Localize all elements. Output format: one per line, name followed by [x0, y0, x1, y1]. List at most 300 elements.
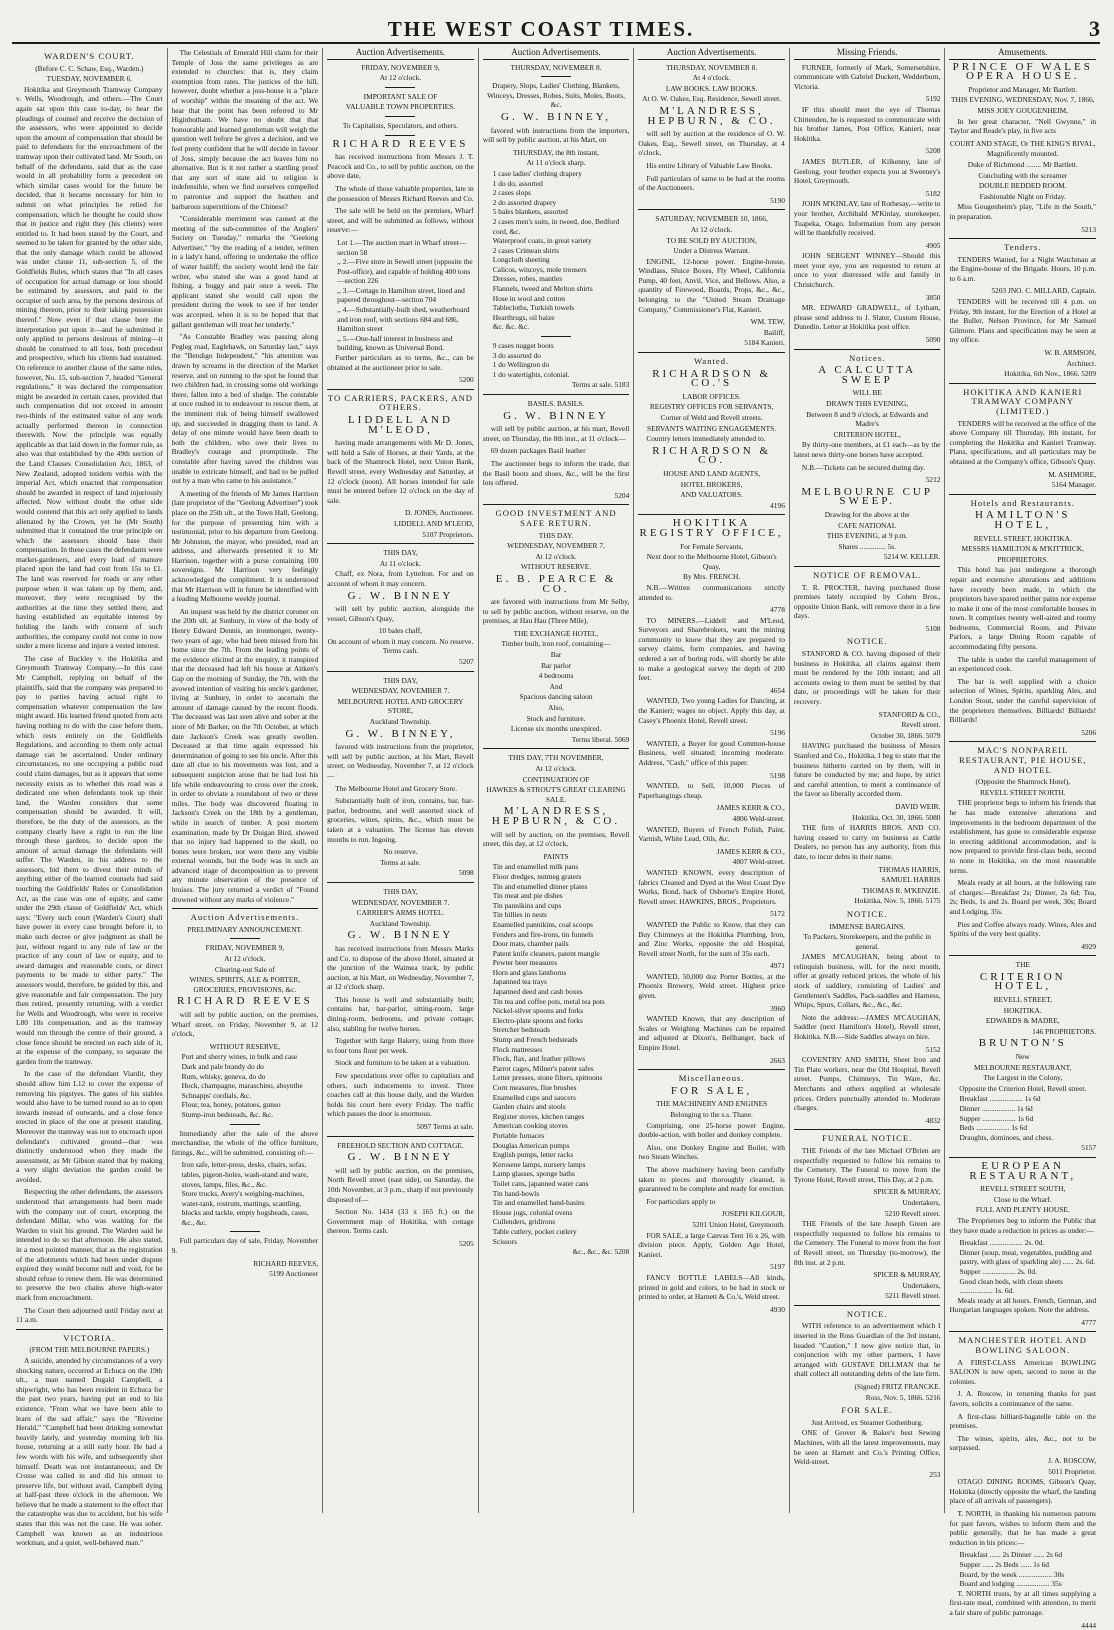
- text-block-line: To Packers, Storekeepers, and the public in general.: [794, 932, 941, 951]
- text-block-heading: Tenders.: [949, 243, 1096, 253]
- text-block-p: JOHN M'KINLAY, late of Rothesay,—write to your brother, Archibald M'Kinlay, storekeeper, Tuapeka, Otago. Information from any person will be thankfully received.: [794, 199, 941, 237]
- columns-container: [12, 48, 1100, 1513]
- text-block-ref: 5203 JNO. C. MILLARD, Captain.: [949, 286, 1096, 296]
- text-block-il: 1 do do, assorted: [483, 179, 630, 189]
- text-block-p: WANTED, 50,000 doz Porter Bottles, at the Phoenix Brewery, Weld street. Highest price given.: [638, 972, 785, 1001]
- text-block-ref: 5196: [638, 728, 785, 738]
- text-block-ref: JAMES KERR & CO.,: [638, 847, 785, 857]
- text-block-p: The Court then adjourned until Friday next at 11 a.m.: [16, 1306, 163, 1325]
- text-block-il: Japanned tea trays: [483, 977, 630, 987]
- text-block-ref: 4654: [638, 686, 785, 696]
- text-block-ref: 5210 Revell street.: [794, 1209, 941, 1219]
- text-block-line: At 12 o'clock.: [327, 73, 474, 83]
- text-block-p: TENDERS Wanted, for a Night Watchman at the Engine-house of the Brigade. Hours, 10 p.m. to 6 a.m.: [949, 255, 1096, 284]
- text-block-line: BASILS. BASILS.: [483, 399, 630, 409]
- text-block-p: JOHN SERGENT WINNEY—Should this meet your eye, you are requested to return at once to your distressed wife and family in Christchurch.: [794, 251, 941, 289]
- text-block-ref: 4807 Weld-street.: [638, 857, 785, 867]
- text-block-p: A FIRST-CLASS American BOWLING SALOON is now open, second to none in the colonies.: [949, 1358, 1096, 1387]
- text-block-il: Douglas American pumps: [483, 1141, 630, 1151]
- text-block-p: THE proprietor begs to inform his friends that he has made extensive alterations and improvements in the bedroom department of the establishment, has gone to considerable expense in erecting additional accommodation, and is now prepared to provide first-class beds, second to none in Hokitika, on the most reasonable terms.: [949, 798, 1096, 875]
- text-block-line: (Before C. C. Schaw, Esq., Warden.): [16, 64, 163, 74]
- newspaper-title: THE WEST COAST TIMES.: [12, 17, 1070, 42]
- text-block-il: Supper ...... 2s Beds ...... 1s 6d: [949, 1560, 1096, 1570]
- text-block-line: Clearing-out Sale of: [172, 965, 319, 975]
- text-block-line: DOUBLE BEDDED ROOM.: [949, 181, 1096, 191]
- text-block-p: favored with instructions from the proprietor, will sell by public auction, at his Mart, Revell street, on Wednesday, November 7, at 12 o'clock—: [327, 742, 474, 780]
- text-block-il: Beds .................. 1s 6d: [949, 1123, 1096, 1133]
- text-block-p: FOR SALE, a large Canvas Tent 16 x 26, with division piece. Apply, Golden Age Hotel, Kanieri.: [638, 1231, 785, 1260]
- text-block-ref: Undertakers,: [794, 1198, 941, 1208]
- text-block-line: FRIDAY, NOVEMBER 9,: [172, 943, 319, 953]
- text-block-p: THE Friends of the late Michael O'Brien are respectfully requested to follow his remains to the Cemetery. The Funeral to move from the Tyrone Hotel, Revell street, This Day, at 2 p.m.: [794, 1146, 941, 1184]
- text-block-ref: SPICER & MURRAY,: [794, 1187, 941, 1197]
- text-block-il: Iron safe, letter-press, desks, chairs, sofas, tables, pigeon-holes, wash-stand and ware, stoves, lamps, files, &c., &c.: [172, 1160, 319, 1189]
- text-block-il: Tin hand-bowls: [483, 1189, 630, 1199]
- text-block-p: T. NORTH, in thanking his numerous patrons for past favors, wishes to inform them and the public generally, that he has made a great reduction in his prices:—: [949, 1509, 1096, 1547]
- text-block-p: favored with instructions from the importers, will sell by public auction, at his Mart, on: [483, 126, 630, 145]
- text-block-line: THE: [949, 960, 1096, 970]
- text-block-ref: SPICER & MURRAY,: [794, 1270, 941, 1280]
- text-block-line: DRAWN THIS EVENING,: [794, 399, 941, 409]
- text-block-line: LABOR OFFICES.: [638, 392, 785, 402]
- text-block-ref: STANFORD & CO.,: [794, 710, 941, 720]
- text-block-ref: Hokitika, Oct. 30, 1866. 5080: [794, 813, 941, 823]
- text-block-line: For Female Servants,: [638, 542, 785, 552]
- column-heading: Amusements.: [949, 48, 1096, 60]
- text-block-p: having made arrangements with Mr D. Jones, will hold a Sale of Horses, at their Yards, at the back of the Shamrock Hotel, next Union Bank, Revell street, every Wednesday and Saturday, at 12 o'clock (noon). All horses intended for sale must be entered before 12 o'clock on the day of sale.: [327, 438, 474, 505]
- text-block-ref: 4777: [949, 1318, 1096, 1328]
- text-block-line: PAINTS: [483, 852, 630, 862]
- text-block-p: FANCY BOTTLE LABELS—All kinds, printed in gold and colors, to be had in stock or printed to order, at Harnett & Co.'s, Weld street.: [638, 1273, 785, 1302]
- text-block-il: Tin pannikins and cups: [483, 901, 630, 911]
- text-block-p: has received instructions from Messrs J. T. Peacock and Co., to sell by public auction, on the above date,: [327, 152, 474, 181]
- short-divider: [230, 938, 260, 939]
- text-block-heading: HOKITIKA AND KANIERI TRAMWAY COMPANY (LIMITED.): [949, 388, 1096, 417]
- text-block-ref: JAMES KERR & CO.,: [638, 803, 785, 813]
- text-block-p: Pies and Coffee always ready. Wines, Ales and Spirits of the very best quality.: [949, 920, 1096, 939]
- text-block-p: This house is well and substantially built; contains bar, bar-parlor, sitting-room, large dining-room, bedrooms, and private cottage; also, stabling for twelve horses.: [327, 995, 474, 1033]
- column-rule: [172, 908, 319, 909]
- text-block-big: E. B. PEARCE & CO.: [483, 575, 630, 594]
- text-block-p: Miss Gougenheim's play, "Life in the South," in preparation.: [949, 202, 1096, 221]
- text-block-line: Opposite the Criterion Hotel, Revell street.: [949, 1084, 1096, 1094]
- text-block-ref: THOMAS HARRIS,: [794, 865, 941, 875]
- text-block-p: Few speculations ever offer to capitalists and others, such inducements to invest. Three coaches call at this house daily, and the Warden holds his court here every Friday. The traffic which passes the door is enormous.: [327, 1071, 474, 1119]
- column-rule: [327, 882, 474, 883]
- text-block-il: Japanned deed and cash boxes: [483, 987, 630, 997]
- column-rule: [638, 209, 785, 210]
- text-block-p: Note the address:—JAMES M'CAUGHAN, Saddler (next Hamilton's Hotel), Revell street, Hokitika. N.B.—Side Saddles always on hire.: [794, 1013, 941, 1042]
- text-block-line: THIS DAY,: [327, 887, 474, 897]
- text-block-line: FULL AND PLENTY HOUSE.: [949, 1205, 1096, 1215]
- text-block-ref: 5214 W. KELLER.: [794, 552, 941, 562]
- text-block-line: Concluding with the screamer: [949, 171, 1096, 181]
- text-block-ref: THOMAS R. M'KENZIE.: [794, 886, 941, 896]
- text-block-ref: 5184 Kanieri.: [638, 338, 785, 348]
- text-block-line: At 12 o'clock.: [483, 552, 630, 562]
- text-block-ref: Architect.: [949, 359, 1096, 369]
- text-block-p: For particulars apply to: [638, 1197, 785, 1207]
- text-block-p: WANTED the Public to Know, that they can Buy Chimneys at the Hokitika Plumbing, Iron, and Zinc Works, opposite the old Hospital, Revell street North, for the sum of 35s each.: [638, 920, 785, 958]
- text-block-line: Timber built, iron roof, containing—: [483, 639, 630, 649]
- text-block-line: MISS JOEY GOUGENHEIM,: [949, 106, 1096, 116]
- text-block-heading: MANCHESTER HOTEL AND BOWLING SALOON.: [949, 1336, 1096, 1355]
- text-block-il: Store trucks, Avery's weighing-machines, water-tank, rostrum, mattings, scantling, blocks and tackle, empty hogsheads, cases, &c., &c.: [172, 1189, 319, 1227]
- text-block-p: This hotel has just undergone a thorough repair and extensive alterations and additions have recently been made, in which the proprietors have spared neither pains nor expense to make it one of the most comfortable houses in town. It comprises twenty well-aired and roomy bedrooms, Commercial Room, and Private Parlors, a large Dining Room capable of accommodating fifty persons.: [949, 565, 1096, 651]
- text-block-p: T. R. PROCTER, having purchased those premises lately occupied by Cohen Bros., opposite Union Bank, will remove there in a few days.: [794, 583, 941, 621]
- text-block-il: Parrot cages, Milner's patent safes: [483, 1064, 630, 1074]
- text-block-il: Tin and enamelled dinner plates: [483, 882, 630, 892]
- text-block-ref: 5212: [794, 475, 941, 485]
- column-rule: [949, 741, 1096, 742]
- text-block-big: M'LANDRESS, HEPBURN, & CO.: [483, 807, 630, 826]
- text-block-line: Magnificently mounted.: [949, 149, 1096, 159]
- text-block-line: THIS DAY,: [327, 676, 474, 686]
- column-heading: Missing Friends.: [794, 48, 941, 60]
- text-block-p: STANFORD & CO. having disposed of their business in Hokitika, all claims against them must be rendered by the 10th instant; and all accounts owing to them must be settled by that date, or proceedings will be taken for their recovery.: [794, 649, 941, 707]
- text-block-line: COURT AND STAGE, Or THE KING'S RIVAL,: [949, 139, 1096, 149]
- text-block-il: Breakfast .................. 2s. 0d.: [949, 1238, 1096, 1248]
- text-block-ref: J. A. ROSCOW,: [949, 1456, 1096, 1466]
- text-block-il: 9 cases nugget boots: [483, 341, 630, 351]
- text-block-il: Tin tea and coffee pots, metal tea pots: [483, 997, 630, 1007]
- text-block-il: 1 case ladies' clothing drapery: [483, 169, 630, 179]
- text-block-line: Auckland Township.: [327, 717, 474, 727]
- text-block-p: WANTED KNOWN, every description of fabrics Cleaned and Dyed at the West Coast Dye Works, Bond, back of Osborne's Empire Hotel, Revell street. HAWKINS, BROS., Proprietors.: [638, 868, 785, 906]
- text-block-line: At 12 o'clock.: [638, 225, 785, 235]
- text-block-ref: 4444: [949, 1621, 1096, 1630]
- text-block-big: G. W. BINNEY: [327, 931, 474, 941]
- text-block-line: THIS EVENING, at 9 p.m.: [794, 531, 941, 541]
- text-block-il: Enamelled pannikins, coal scoops: [483, 920, 630, 930]
- text-block-line: By Mrs. FRENCH.: [638, 572, 785, 582]
- text-block-line: At 11 o'clock.: [327, 559, 474, 569]
- column-rule: [949, 1157, 1096, 1158]
- text-block-p: WANTED, a Buyer for good Common-house Business, well situated; incoming moderate. Address, "Cash," office of this paper.: [638, 739, 785, 768]
- text-block-p: The Proprietors beg to inform the Public that they have made a reduction in prices as under:—: [949, 1216, 1096, 1235]
- text-block-big: G. W. BINNEY: [327, 592, 474, 602]
- text-block-line: FREEHOLD SECTION AND COTTAGE.: [327, 1141, 474, 1151]
- text-block-p: T. NORTH trusts, by at all times supplying a first-rate meal, combined with attention, to merit a fair share of public patronage.: [949, 1589, 1096, 1618]
- text-block-big: A CALCUTTA SWEEP: [794, 366, 941, 385]
- text-block-il: Toilet cans, japanned water cans: [483, 1179, 630, 1189]
- text-block-big: HAMILTON'S HOTEL,: [949, 511, 1096, 530]
- text-block-line: Drapery, Slops, Ladies' Clothing, Blankets, Winceys, Dresses, Robes, Suits, Moles, Boots, &c.: [483, 81, 630, 110]
- text-block-p: will sell by auction, on the premises, Revell street, this day, at 12 o'clock,: [483, 830, 630, 849]
- text-block-line: HOTEL BROKERS,: [638, 480, 785, 490]
- column-rule: [949, 238, 1096, 239]
- text-block-p: The table is under the careful management of an experienced cook.: [949, 655, 1096, 674]
- column-4: [479, 48, 635, 1513]
- text-block-p: WANTED, to Sell, 10,000 Pieces of Paperhangings cheap.: [638, 781, 785, 800]
- text-block-line: LAW BOOKS. LAW BOOKS.: [638, 84, 785, 94]
- text-block-il: Door mats, chamber pails: [483, 939, 630, 949]
- text-block-ref: RICHARD REEVES,: [172, 1259, 319, 1269]
- text-block-line: WEDNESDAY, NOVEMBER 7,: [483, 541, 630, 551]
- column-2: [168, 48, 324, 1513]
- text-block-il: ,, 4.—Substantially-built shed, weatherboard and iron roof, with sections 684 and 686, Hamilton street: [327, 305, 474, 334]
- text-block-ref: 5211 Revell street.: [794, 1291, 941, 1301]
- text-block-il: Pewter beer measures: [483, 958, 630, 968]
- text-block-il: Scissors: [483, 1237, 630, 1247]
- text-block-ref: 4832: [794, 1116, 941, 1126]
- short-divider: [230, 1231, 260, 1232]
- text-block-ref: 4806 Weld-street.: [638, 814, 785, 824]
- text-block-heading: GOOD INVESTMENT AND SAFE RETURN.: [483, 509, 630, 528]
- text-block-il: Floor dredges, nutmeg graters: [483, 872, 630, 882]
- column-rule: [327, 671, 474, 672]
- text-block-p: "Considerable merriment was caused at the meeting of the sub-committee of the Anglers' Society on Tuesday," remarks the "Geelong Advertiser," "by the reading of a tender, written in a lady's hand, offering to undertake the office of water bailiff; the society would lend the fair writer, who stated she was a good hand at fishing, a buggy and pair once a week. The applicant stated she would call upon the president during the week to see if her tender was accepted, when it is to be hoped that that gallant gentleman will treat her tenderly.": [172, 214, 319, 329]
- short-divider: [385, 135, 415, 136]
- text-block-ref: 4930: [638, 1305, 785, 1315]
- text-block-big: HOKITIKA REGISTRY OFFICE,: [638, 519, 785, 538]
- text-block-ref: 3850: [794, 293, 941, 303]
- text-block-p: The Melbourne Hotel and Grocery Store.: [327, 784, 474, 794]
- text-block-heading: FOR SALE.: [794, 1406, 941, 1416]
- text-block-line: Spacious dancing saloon: [483, 692, 630, 702]
- text-block-line: THURSDAY, the 8th instant,: [483, 148, 630, 158]
- text-block-ref: Undertakers,: [794, 1281, 941, 1291]
- text-block-il: Cullenders, gridirons: [483, 1217, 630, 1227]
- text-block-il: Tin and enamelled milk pans: [483, 862, 630, 872]
- text-block-ref: WM. TEW,: [638, 317, 785, 327]
- text-block-line: HOKITIKA.: [949, 1006, 1096, 1016]
- text-block-il: Dark and pale brandy do do: [172, 1062, 319, 1072]
- text-block-line: Close to the Wharf.: [949, 1195, 1096, 1205]
- short-divider: [385, 87, 415, 88]
- text-block-line: THIS DAY, 7TH NOVEMBER,: [483, 753, 630, 763]
- text-block-line: FRIDAY, NOVEMBER 9,: [327, 63, 474, 73]
- text-block-ref: SAMUEL HARRIS: [794, 875, 941, 885]
- text-block-line: SATURDAY, NOVEMBER 10, 1866,: [638, 214, 785, 224]
- text-block-ref: 5206: [949, 728, 1096, 738]
- text-block-heading: Miscellaneous.: [638, 1074, 785, 1084]
- text-block-ref: Revell street.: [794, 720, 941, 730]
- text-block-line: REVELL STREET,: [949, 995, 1096, 1005]
- text-block-heading: Hotels and Restaurants.: [949, 499, 1096, 509]
- column-rule: [794, 349, 941, 350]
- text-block-big: RICHARD REEVES: [327, 140, 474, 150]
- text-block-big: FOR SALE,: [638, 1087, 785, 1097]
- masthead: [12, 6, 1100, 44]
- text-block-il: Tin billies in nests: [483, 910, 630, 920]
- text-block-p: N.B.—Written communications strictly attended to.: [638, 583, 785, 602]
- text-block-p: Full particulars of same to be had at the rooms of the Auctioneers.: [638, 174, 785, 193]
- text-block-p: Hokitika and Greymouth Tramway Company v. Wells, Woodrough, and others.—The Court again sat upon this case to-day, to hear the pleadings of counsel and receive the decision of the assessors, who were appointed to decide upon the amount of compensation that should be paid to defendants for the encroachment of the tramway upon their cultivated land. Mr South, on behalf of the defendants, said that as the case would in all probability form a precedent on which similar cases would for the future be decided, that it became necessary for him to submit on what principles he relied for compensation, which he thought he could show that in justice and right they (his clients) were entitled to. It had been stated by the Court, and seemed to be taken for granted by the other side, that the only damage which could be allowed was under clause 11, sub-section 5, of the Goldfields Rules, which states that "In all cases of occupation for actual damage or loss should be estimated by assessors, and paid to the occupier of such area, by the persons desirous of mining thereon, prior to their taking possession thereof." Now even if that clause bore the interpretation put upon it—and he submitted it only applied to persons desirous of mining—it should be construed to all loss, both precedent and prospective, which his clients had sustained. On reference to another clause of the same rules, however, No. 15, sub-section 7, headed "General regulations," it was declared the compensation might be awarded in certain cases, provided that such compensation did not exceed in amount two-thirds of the estimated value of any work actually performed thereon in connection therewith. Now the principle was equally applicable as that laid down in the former rule, as also was that established by the 49th section of the Land Clauses Consolidation Act, 1863, of New Zealand, adopted totidem verbis with the imperial Act, which enacted that compensation should be awarded in respect of land injuriously affected. Now without doubt the other side would contend that this act only applied to lands alienated by the Crown, yet he (Mr South) submitted that it contained the true principle on which the assessors should base their compensation. In these cases the defendants were market-gardeners, and every load of manure placed upon the land had cost from 15s to £1. The land was reserved for roads or any other purpose when it was taken up by them, and, moreover, they were recognised by the authorities at the time they settled there, and having established an equitable interest by holding the lands with consent of such authorities, the company could not come in now under a mere license and injure a vested interest.: [16, 85, 163, 651]
- text-block-p: ONE of Grover & Baker's best Sewing Machines, with all the latest improvements, may be seen at Harnett and Co.'s Printing Office, Weld-street.: [794, 1428, 941, 1466]
- text-block-il: Letter presses, stone filters, spittoons: [483, 1073, 630, 1083]
- text-block-p: Chaff, ex Nora, from Lyttelton. For and on account of whom it may concern.: [327, 569, 474, 588]
- text-block-ref: JOSEPH KILGOUR,: [638, 1209, 785, 1219]
- text-block-p: are favored with instructions from Mr Selby, to sell by public auction, without reserve, on the premises, at Hau Hau (Three Mile),: [483, 597, 630, 626]
- text-block-big: G. W. BINNEY,: [327, 730, 474, 740]
- text-block-p: WITH reference to an advertisement which I inserted in the Ross Guardian of the 3rd instant, headed "Caution," I now give notice that, in conjunction with my other partners, I have arranged with GUSTAVE DILLMAN that he shall collect all outstanding debts of the late firm.: [794, 1321, 941, 1379]
- text-block-line: REVELL STREET SOUTH,: [949, 1184, 1096, 1194]
- text-block-line: Under a Distress Warrant.: [638, 246, 785, 256]
- text-block-il: Stretcher bedsteads: [483, 1025, 630, 1035]
- text-block-ref: 5205: [327, 1239, 474, 1249]
- column-heading: Auction Advertisements.: [327, 48, 474, 60]
- text-block-p: FURNER, formerly of Mark, Somersetshire, communicate with Gabriel Duckett, Wedderburn, Victoria.: [794, 63, 941, 92]
- text-block-line: To Capitalists, Speculators, and others.: [327, 121, 474, 131]
- text-block-il: Portable furnaces: [483, 1131, 630, 1141]
- text-block-p: 69 dozen packages Basil leather: [483, 446, 630, 456]
- text-block-p: An inquest was held by the district coroner on the 20th ult. at Sunbury, in view of the body of Henry Edward Dennis, an ironmonger, twenty-two years of age, who had been missed from his home since the 7th. From the leading points of the evidence elicited at the enquiry, it transpired that the deceased had left his house at Aitken's Gap on the morning of Sunday, the 7th, with the avowed intention of visiting his uncle's gardener, living at Sunbury, in order to ascertain the amount of damage caused by the recent floods. The deceased was last seen alive and sober at the store of Mr Barker, on the 7th October, at which date Jackson's Creek was greatly swollen. Deceased at that time again expressed his determination of going to see his uncle. After this date all clue to his movements was lost, and a subsequent suspicion arose that he had lost his life while endeavouring to cross over the creek, in order to obviate a roundabout of two or three miles. The body was discovered floating in Jackson's Creek on the 18th by a gentleman, while in search of timber. A post mortem examination, made by Dr Duigan Bird, showed that no injury had happened to the skull, no bones were broken, nor were there any visible external wounds, but the body was in such an advanced stage of decomposition as to prevent any minute observation of the presence of bruises. The jury returned a verdict of "Found drowned without any marks of violence.": [172, 607, 319, 904]
- column-heading: Auction Advertisements.: [483, 48, 630, 60]
- text-block-line: At 12 o'clock.: [172, 954, 319, 964]
- text-block-line: MELBOURNE HOTEL AND GROCERY STORE,: [327, 697, 474, 716]
- text-block-ref: Hokitika, Nov. 5, 1866. 5175: [794, 896, 941, 906]
- text-block-line: TUESDAY, NOVEMBER 6.: [16, 74, 163, 84]
- text-block-p: TO MINERS.—Liddell and M'Leod, Surveyors and Sharebrokers, want the mining community to know that they are prepared to survey claims, form companies, and having ordered a set of boring rods, will shortly be able to make a geological survey the depth of 200 feet.: [638, 616, 785, 683]
- text-block-line: Between 8 and 9 o'clock, at Edwards and Madre's: [794, 410, 941, 429]
- text-block-p: The sale will be held on the premises, Wharf street, and will be submitted as follows, without reserve:—: [327, 206, 474, 235]
- short-divider: [541, 336, 571, 337]
- text-block-ref: 5197: [638, 1262, 785, 1272]
- text-block-ref: 146 PROPRIETORS.: [949, 1027, 1096, 1037]
- text-block-line: CRITERION HOTEL,: [794, 430, 941, 440]
- text-block-line: Corner of Weld and Revell streets.: [638, 413, 785, 423]
- text-block-ref: October 30, 1866. 5079: [794, 731, 941, 741]
- text-block-p: A first-class billiard-bagatelle table on the premises.: [949, 1412, 1096, 1431]
- text-block-il: Dinner (soup, meat, vegetables, pudding and pastry, with glass of sparkling ale) ...... 2s. 6d.: [949, 1248, 1096, 1267]
- short-divider: [541, 76, 571, 77]
- column-heading: Auction Advertisements.: [638, 48, 785, 60]
- text-block-line: Bar parlor: [483, 661, 630, 671]
- text-block-line: Auckland Township.: [327, 919, 474, 929]
- text-block-p: COVENTRY AND SMITH, Sheet Iron and Tin Plate workers, near the Old Hospital, Revell street. Pumps, Chimneys, Tin Ware, &c. Merchants and others supplied at wholesale prices. Orders punctually attended to. Moderate charges.: [794, 1055, 941, 1113]
- text-block-il: Corn measures, flue brushes: [483, 1083, 630, 1093]
- text-block-p: The wines, spirits, ales, &c., not to be surpassed.: [949, 1434, 1096, 1453]
- text-block-il: Flock mattresses: [483, 1045, 630, 1055]
- text-block-p: J. A. Roscow, in returning thanks for past favors, solicits a continuance of the same.: [949, 1389, 1096, 1408]
- text-block-ref: D. JONES, Auctioneer.: [327, 508, 474, 518]
- text-block-heading: FUNERAL NOTICE.: [794, 1134, 941, 1144]
- text-block-line: REVELL STREET NORTH.: [949, 788, 1096, 798]
- text-block-il: English pumps, letter racks: [483, 1150, 630, 1160]
- text-block-line: THE MACHINERY AND ENGINES: [638, 1099, 785, 1109]
- text-block-il: 1 do Wellington do: [483, 360, 630, 370]
- text-block-line: New: [949, 1052, 1096, 1062]
- text-block-big: RICHARD REEVES: [172, 997, 319, 1007]
- text-block-big: G. W. BINNEY,: [483, 113, 630, 123]
- text-block-il: 2 cases slops: [483, 188, 630, 198]
- text-block-il: Breakfast .................. 1s 6d: [949, 1094, 1096, 1104]
- text-block-ref: 5198: [638, 771, 785, 781]
- text-block-il: 5 bales blankets, assorted: [483, 207, 630, 217]
- text-block-line: VALUABLE TOWN PROPERTIES.: [327, 102, 474, 112]
- text-block-il: Garden chairs and stools: [483, 1102, 630, 1112]
- text-block-line: Next door to the Melbourne Hotel, Gibson's Quay,: [638, 552, 785, 571]
- text-block-ref: W. B. ARMSON,: [949, 348, 1096, 358]
- text-block-line: On account of whom it may concern. No reserve. Terms cash.: [327, 637, 474, 656]
- column-7: [945, 48, 1100, 1513]
- text-block-p: OTAGO DINING ROOMS, Gibson's Quay, Hokitika (directly opposite the wharf, the landing place of all arrivals of passengers).: [949, 1477, 1096, 1506]
- text-block-il: Kerosene lamps, nursery lamps: [483, 1160, 630, 1170]
- text-block-line: (Opposite the Shamrock Hotel),: [949, 777, 1096, 787]
- text-block-p: Together with large Bakery, using from three to four tons flour per week.: [327, 1036, 474, 1055]
- text-block-il: 2 cases men's suits, in tweed, doe, Bedford cord, &c.: [483, 217, 630, 236]
- text-block-line: And: [483, 682, 630, 692]
- text-block-line: At 4 o'clock.: [638, 73, 785, 83]
- text-block-il: Fenders and fire-irons, tin funnels: [483, 930, 630, 940]
- text-block-ref: 5208: [794, 146, 941, 156]
- text-block-ref: 5090: [794, 335, 941, 345]
- text-block-il: Supper .................. 2s. 0d.: [949, 1267, 1096, 1277]
- column-rule: [327, 389, 474, 390]
- text-block-heading: NOTICE.: [794, 1310, 941, 1320]
- text-block-heading: NOTICE OF REMOVAL.: [794, 571, 941, 581]
- text-block-p: will sell by public auction, on the premises, Wharf street, on Friday, November 9, at 12 o'clock,: [172, 1010, 319, 1039]
- text-block-p: A meeting of the friends of Mr James Harrison (late proprietor of the "Geelong Advertiser") took place on the 25th ult., at the Town Hall, Geelong, for the purpose of presenting him with a testimonial, prior to his departure from Geelong. Mr Johnston, the mayor, who presided, read an address, and afterwards presented it to Mr Harrison, together with a purse containing 100 sovereigns. Mr Harrison very feelingly acknowledged the compliment. It is understood that Mr Harrison will in future be identified with a leading Melbourne weekly journal.: [172, 489, 319, 604]
- text-block-p: THE Friends of the late Joseph Green are respectfully requested to follow his remains to the Cemetery. The Funeral to move from the foot of Revell street, on Thursday (to-morrow), the 8th inst. at 2 p.m.: [794, 1219, 941, 1267]
- text-block-ref: 5097 Terms at sale.: [327, 1122, 474, 1132]
- text-block-line: Duke of Richmond ........ Mr Bartlett.: [949, 160, 1096, 170]
- text-block-ref: Ross, Nov. 5, 1866. 5216: [794, 1393, 941, 1403]
- text-block-ref: 5213: [949, 225, 1096, 235]
- text-block-il: 3 do assorted do: [483, 351, 630, 361]
- text-block-line: MESSRS HAMILTON & M'KITTRICK,: [949, 544, 1096, 554]
- text-block-ref: (Signed) FRITZ FRANCKE.: [794, 1382, 941, 1392]
- text-block-big: CRITERION HOTEL,: [949, 973, 1096, 992]
- column-rule: [794, 1129, 941, 1130]
- text-block-line: PROPRIETORS.: [949, 555, 1096, 565]
- text-block-il: Lamp glasses, sponge baths: [483, 1169, 630, 1179]
- text-block-ref: 4778: [638, 605, 785, 615]
- text-block-line: Proprietor and Manager, Mr Bartlett.: [949, 85, 1096, 95]
- column-rule: [638, 352, 785, 353]
- text-block-p: will sell by public auction, at his mart, Revell street, on Thursday, the 8th inst., at 11 o'clock—: [483, 424, 630, 443]
- text-block-p: The above machinery having been carefully taken to pieces and thoroughly cleaned, is guaranteed to be complete and ready for erection.: [638, 1165, 785, 1194]
- text-block-line: At O. W. Oakes, Esq. Residence, Sewell street.: [638, 94, 785, 104]
- text-block-line: License six months unexpired.: [483, 724, 630, 734]
- text-block-big: RICHARDSON & CO.'S: [638, 370, 785, 389]
- text-block-il: Register stoves, kitchen ranges: [483, 1112, 630, 1122]
- text-block-heading: Notices.: [794, 354, 941, 364]
- text-block-il: Tin meat and pie dishes: [483, 891, 630, 901]
- text-block-il: Lot 1.—The auction mart in Wharf street—section 58: [327, 238, 474, 257]
- text-block-ref: &c., &c., &c. 5208: [483, 1247, 630, 1257]
- text-block-il: Good clean beds, with clean sheets .................. 1s. 6d.: [949, 1277, 1096, 1296]
- text-block-line: THIS DAY,: [327, 548, 474, 558]
- text-block-il: Rum, whisky, geneva, do do: [172, 1072, 319, 1082]
- text-block-line: THURSDAY, NOVEMBER 8.: [638, 63, 785, 73]
- text-block-p: Section No. 1434 (33 x 165 ft.) on the Government map of Hokitika, with cottage thereon. Terms cash.: [327, 1207, 474, 1236]
- text-block-big: G. W. BINNEY: [483, 412, 630, 422]
- text-block-line: Terms at sale.: [327, 858, 474, 868]
- column-5: [634, 48, 790, 1513]
- text-block-big: M'LANDRESS, HEPBURN, & CO.: [638, 107, 785, 126]
- text-block-heading: NOTICE.: [794, 910, 941, 920]
- text-block-ref: Hokitika, 6th Nov., 1866. 5209: [949, 369, 1096, 379]
- text-block-heading: WARDEN'S COURT.: [16, 52, 163, 62]
- text-block-heading: MAC'S NONPAREIL RESTAURANT, PIE HOUSE, AND HOTEL: [949, 746, 1096, 775]
- text-block-il: Board and lodging .................. 35s: [949, 1579, 1096, 1589]
- text-block-il: Flock, flax, and feather pillows: [483, 1054, 630, 1064]
- text-block-p: The bar is well supplied with a choice selection of Wines, Spirits, sparkling Ales, and London Stout, under the careful supervision of the proprietors themselves. Billiards! Billiards! Billiards!: [949, 677, 1096, 725]
- page-number: 3: [1070, 16, 1100, 42]
- text-block-p: HAVING purchased the business of Messrs Stanford and Co., Hokitika, I beg to state that the business hitherto carried on by them, will in future be conducted by me; and hope, by strict and careful attention, to merit a continuance of the favor so liberally accorded them.: [794, 741, 941, 799]
- text-block-il: Enamelled cups and saucers: [483, 1093, 630, 1103]
- text-block-p: will sell by public auction, on the premises, North Revell street (east side), on Saturday, the 10th November, at 3 p.m., sharp if not previously disposed of—: [327, 1166, 474, 1204]
- text-block-ref: 5011 Proprietor.: [949, 1467, 1096, 1477]
- text-block-p: TENDERS will be received at the office of the above Company till Thursday, 8th instant, for completing the Hokitika and Kanieri Tramway. Plans, specifications, and all particulars may be obtained at the Company's office, Gibson's Quay.: [949, 419, 1096, 467]
- text-block-ref: Terms at sale. 5183: [483, 380, 630, 390]
- text-block-p: Comprising, one 25-horse power Engine, double-action, with boiler and donkey complete.: [638, 1121, 785, 1140]
- text-block-il: Flannels, tweed and Melton shirts: [483, 284, 630, 294]
- column-rule: [949, 494, 1096, 495]
- text-block-ref: 5108: [794, 624, 941, 634]
